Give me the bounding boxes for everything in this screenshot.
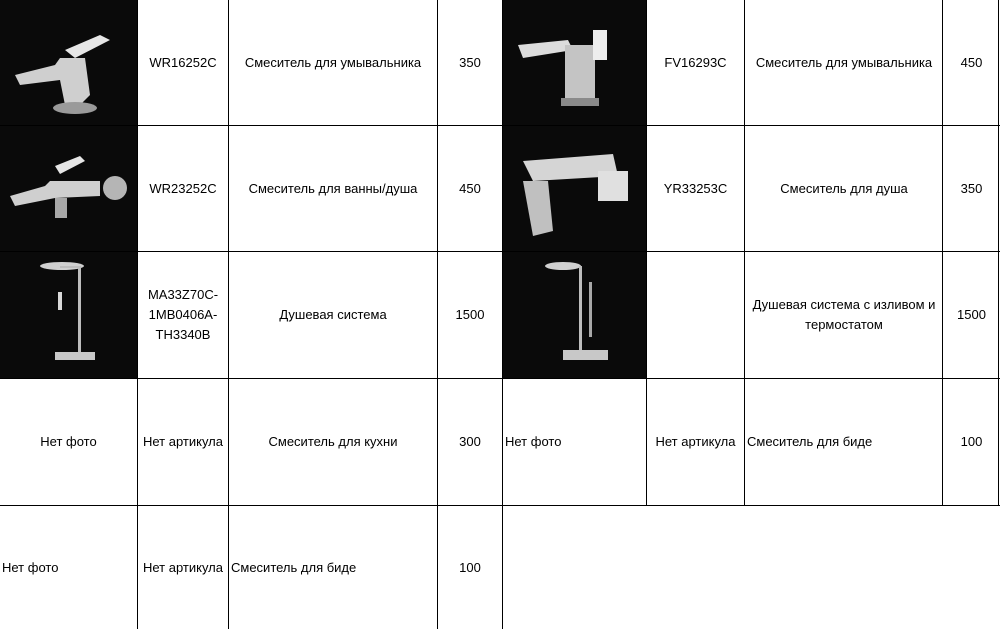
product-name: Смеситель для умывальника xyxy=(755,54,933,70)
name-cell xyxy=(745,126,943,251)
article-text: FV16293C xyxy=(664,54,727,70)
article-cell xyxy=(137,0,229,125)
price-cell xyxy=(943,379,1000,505)
shower-system-photo-icon xyxy=(0,252,137,378)
article-cell xyxy=(646,252,745,378)
grid-line xyxy=(502,0,503,629)
no-photo-text: Нет фото xyxy=(505,434,562,449)
product-photo xyxy=(0,126,137,251)
shower-mixer-photo-icon xyxy=(503,126,646,251)
grid-line xyxy=(998,0,999,505)
article-text: MA33Z70C- 1MB0406A- TH3340B xyxy=(147,287,219,342)
grid-line xyxy=(0,505,1000,506)
product-name: Смеситель для умывальника xyxy=(244,54,422,70)
name-cell xyxy=(745,252,943,378)
price-text: 450 xyxy=(459,180,481,196)
article-cell xyxy=(137,506,229,629)
price-text: 100 xyxy=(459,559,481,575)
grid-line xyxy=(646,0,647,505)
price-text: 100 xyxy=(960,434,983,449)
article-cell xyxy=(137,252,229,378)
price-cell xyxy=(943,252,1000,378)
product-name: Душевая система xyxy=(279,307,387,322)
article-text: Нет артикула xyxy=(142,559,223,575)
photo-cell xyxy=(0,506,137,629)
product-photo xyxy=(503,0,646,125)
basin-mixer-photo-icon xyxy=(0,0,137,125)
price-text: 1500 xyxy=(455,307,485,322)
name-cell xyxy=(745,0,943,125)
article-cell xyxy=(646,0,745,125)
name-cell xyxy=(229,126,437,251)
product-name: Смеситель для ванны/душа xyxy=(248,180,418,196)
price-text: 350 xyxy=(960,180,983,196)
product-name: Смеситель для кухни xyxy=(268,434,398,449)
no-photo-text: Нет фото xyxy=(40,434,97,449)
price-cell xyxy=(437,379,503,505)
grid-line xyxy=(744,0,745,505)
article-text: Нет артикула xyxy=(655,434,736,449)
shower-system-thermostat-photo-icon xyxy=(503,252,646,378)
product-name: Душевая система с изливом и термостатом xyxy=(752,297,936,332)
name-cell xyxy=(229,506,437,629)
price-cell xyxy=(943,126,1000,251)
article-text: Нет артикула xyxy=(142,434,223,449)
article-cell xyxy=(137,379,229,505)
price-text: 300 xyxy=(459,434,481,449)
article-text: YR33253C xyxy=(663,180,728,196)
product-name: Смеситель для биде xyxy=(747,434,873,449)
product-photo xyxy=(0,252,137,378)
price-text: 350 xyxy=(459,54,481,70)
price-text: 1500 xyxy=(957,307,986,322)
name-cell xyxy=(229,0,437,125)
product-photo xyxy=(0,0,137,125)
product-photo xyxy=(503,252,646,378)
photo-cell xyxy=(0,379,137,505)
name-cell xyxy=(229,379,437,505)
name-cell xyxy=(229,252,437,378)
price-cell xyxy=(437,126,503,251)
article-cell xyxy=(646,126,745,251)
grid-line xyxy=(437,0,438,629)
product-name: Смеситель для душа xyxy=(780,180,908,196)
article-text: WR23252C xyxy=(149,180,217,196)
article-cell xyxy=(646,379,745,505)
price-cell xyxy=(943,0,1000,125)
article-cell xyxy=(137,126,229,251)
waterfall-basin-mixer-photo-icon xyxy=(503,0,646,125)
grid-line xyxy=(0,251,1000,252)
grid-line xyxy=(0,125,1000,126)
price-cell xyxy=(437,252,503,378)
grid-line xyxy=(228,0,229,629)
grid-line xyxy=(0,378,1000,379)
name-cell xyxy=(745,379,943,505)
no-photo-text: Нет фото xyxy=(2,559,59,575)
article-text: WR16252C xyxy=(149,54,217,70)
bath-shower-mixer-photo-icon xyxy=(0,126,137,251)
product-photo xyxy=(503,126,646,251)
grid-line xyxy=(137,0,138,629)
product-name: Смеситель для биде xyxy=(231,559,357,575)
grid-line xyxy=(942,0,943,505)
price-cell xyxy=(437,0,503,125)
photo-cell xyxy=(503,379,646,505)
price-text: 450 xyxy=(960,54,983,70)
price-cell xyxy=(437,506,503,629)
